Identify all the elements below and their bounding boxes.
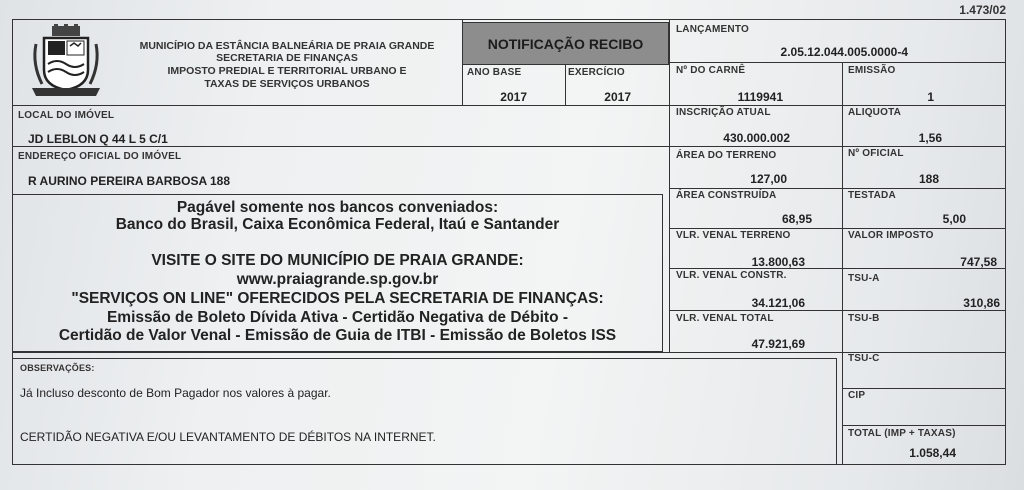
vlr-venal-terreno-value: 13.800,63 bbox=[751, 255, 805, 269]
emissao-label: EMISSÃO bbox=[848, 65, 896, 76]
divider bbox=[669, 310, 1006, 311]
lancamento-value: 2.05.12.044.005.0000-4 bbox=[780, 45, 908, 59]
observations-label: OBSERVAÇÕES: bbox=[20, 363, 95, 373]
divider bbox=[565, 64, 566, 105]
n-oficial-label: Nº OFICIAL bbox=[848, 148, 904, 159]
aliquota-label: ALIQUOTA bbox=[848, 107, 902, 118]
vlr-venal-terreno-label: VLR. VENAL TERRENO bbox=[676, 230, 791, 241]
header-secretariat: SECRETARIA DE FINANÇAS bbox=[216, 52, 358, 64]
ano-base-value: 2017 bbox=[500, 90, 527, 104]
valor-imposto-value: 747,58 bbox=[960, 255, 997, 269]
document-title: NOTIFICAÇÃO RECIBO bbox=[462, 22, 669, 65]
divider bbox=[462, 64, 669, 65]
testada-value: 5,00 bbox=[942, 212, 966, 226]
tsu-b-label: TSU-B bbox=[848, 313, 880, 324]
info-services-title: "SERVIÇOS ON LINE" OFERECIDOS PELA SECRETARIA DE FINANÇAS: bbox=[71, 290, 604, 307]
header-municipality: MUNICÍPIO DA ESTÂNCIA BALNEÁRIA DE PRAIA GRANDE bbox=[139, 40, 435, 52]
inscricao-label: INSCRIÇÃO ATUAL bbox=[676, 107, 771, 118]
area-terreno-value: 127,00 bbox=[750, 172, 787, 186]
vlr-venal-total-value: 47.921,69 bbox=[751, 337, 805, 351]
document-number: 1.473/02 bbox=[959, 3, 1006, 17]
info-services-2: Certidão de Valor Venal - Emissão de Guia de ITBI - Emissão de Boletos ISS bbox=[58, 327, 617, 344]
observations-certificate-note: CERTIDÃO NEGATIVA E/OU LEVANTAMENTO DE DÉBITOS NA INTERNET. bbox=[20, 430, 436, 444]
divider bbox=[669, 62, 1006, 63]
ano-base-label: ANO BASE bbox=[467, 67, 522, 78]
header-tax-name: IMPOSTO PREDIAL E TERRITORIAL URBANO E bbox=[167, 65, 407, 77]
divider bbox=[12, 105, 1006, 106]
aliquota-value: 1,56 bbox=[918, 131, 942, 145]
divider bbox=[669, 228, 1006, 229]
info-site-url: www.praiagrande.sp.gov.br bbox=[236, 271, 439, 288]
testada-label: TESTADA bbox=[848, 190, 896, 201]
area-construida-value: 68,95 bbox=[781, 212, 812, 226]
area-construida-label: ÁREA CONSTRUÍDA bbox=[676, 190, 777, 201]
local-label: LOCAL DO IMÓVEL bbox=[18, 110, 115, 121]
coat-of-arms-icon bbox=[30, 24, 102, 100]
total-label: TOTAL (IMP + TAXAS) bbox=[848, 428, 956, 439]
vlr-venal-constr-label: VLR. VENAL CONSTR. bbox=[676, 270, 787, 281]
exercicio-label: EXERCÍCIO bbox=[568, 67, 625, 78]
local-value: JD LEBLON Q 44 L 5 C/1 bbox=[28, 132, 168, 146]
tsu-a-label: TSU-A bbox=[848, 273, 880, 284]
valor-imposto-label: VALOR IMPOSTO bbox=[848, 230, 934, 241]
vlr-venal-total-label: VLR. VENAL TOTAL bbox=[676, 313, 774, 324]
lancamento-label: LANÇAMENTO bbox=[676, 24, 749, 35]
divider bbox=[669, 19, 670, 352]
carne-value: 1119941 bbox=[737, 90, 783, 104]
info-banks-list: Banco do Brasil, Caixa Econômica Federal, Itaú e Santander bbox=[115, 216, 560, 233]
cip-label: CIP bbox=[848, 390, 866, 401]
emissao-value: 1 bbox=[927, 90, 934, 104]
observations-discount-note: Já Incluso desconto de Bom Pagador nos valores à pagar. bbox=[20, 386, 331, 400]
area-terreno-label: ÁREA DO TERRENO bbox=[676, 150, 777, 161]
vlr-venal-constr-value: 34.121,06 bbox=[751, 296, 805, 310]
info-site-title: VISITE O SITE DO MUNICÍPIO DE PRAIA GRANDE: bbox=[151, 252, 524, 269]
tsu-c-label: TSU-C bbox=[848, 353, 880, 364]
info-services-1: Emissão de Boleto Dívida Ativa - Certidão Negativa de Débito - bbox=[106, 309, 569, 326]
total-value: 1.058,44 bbox=[909, 446, 956, 460]
divider bbox=[842, 388, 1006, 389]
divider bbox=[12, 146, 1006, 147]
header-tax-name-2: TAXAS DE SERVIÇOS URBANOS bbox=[204, 78, 370, 90]
info-banks-title: Pagável somente nos bancos conveniados: bbox=[176, 199, 499, 216]
exercicio-value: 2017 bbox=[604, 90, 631, 104]
tsu-a-value: 310,86 bbox=[963, 296, 1000, 310]
inscricao-value: 430.000.002 bbox=[723, 131, 790, 145]
carne-label: Nº DO CARNÊ bbox=[676, 65, 746, 76]
observations-box bbox=[12, 358, 837, 465]
endereco-label: ENDEREÇO OFICIAL DO IMÓVEL bbox=[18, 151, 182, 162]
n-oficial-value: 188 bbox=[918, 172, 939, 186]
divider bbox=[842, 62, 843, 465]
divider bbox=[842, 425, 1006, 426]
divider bbox=[669, 188, 1006, 189]
divider bbox=[462, 19, 463, 105]
endereco-value: R AURINO PEREIRA BARBOSA 188 bbox=[28, 174, 231, 188]
